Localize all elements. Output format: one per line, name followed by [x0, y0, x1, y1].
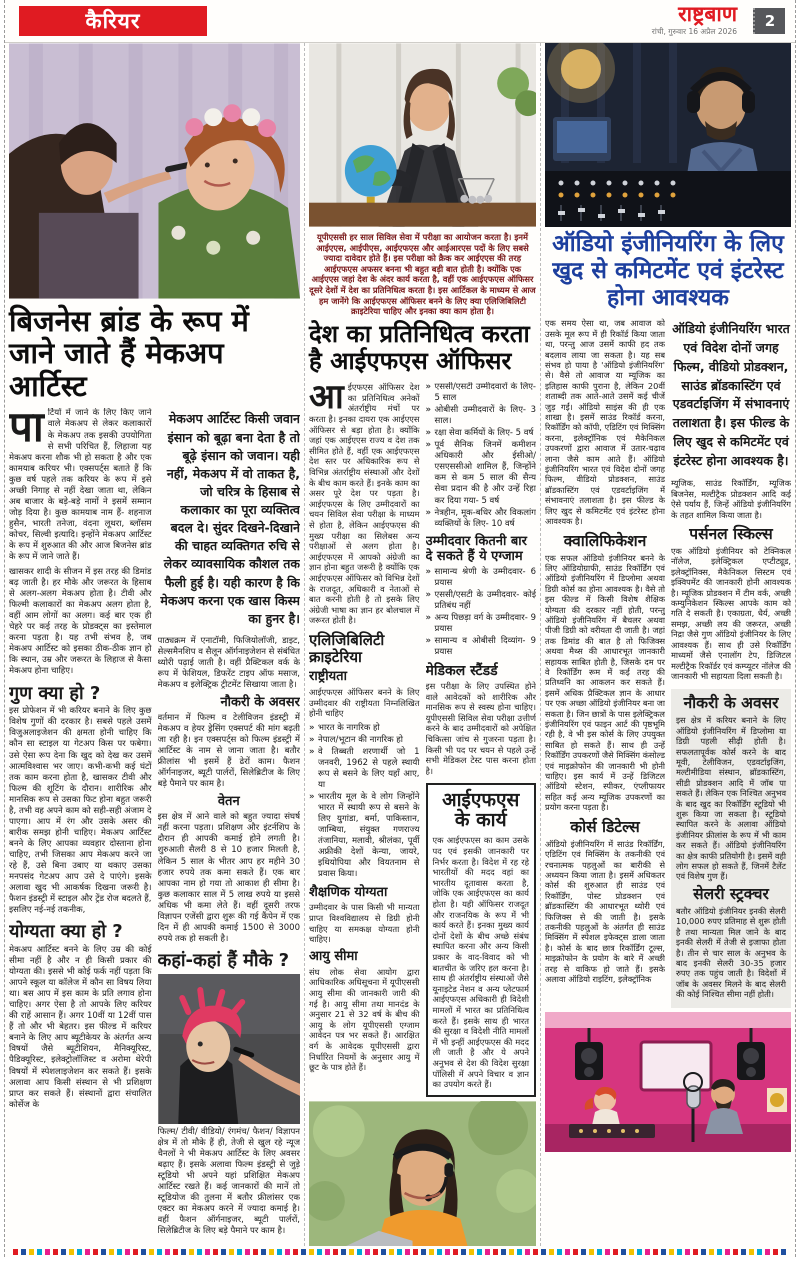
makeup-paragraph-jobs: वर्तमान में फिल्म व टेलीविजन इंडस्ट्री में मेकअप व हेयर ड्रेसिंग एक्सपर्ट की मांग बढ़ती जा रही है। इन एक्सपर्ट्स को फिल्म इंडस्ट्री में आर्टिस्ट के नाम से जाना जाता है। बतौर फ्रीलांस भी इसमें हैं ढेरों काम। फैशन ऑर्गनाइजर, ब्यूटी पार्लरों, सिलेब्रिटीज के लिए बड़े पैमाने पर काम है।	[157, 713, 300, 790]
article-ifs-officer	[305, 43, 541, 1246]
makeup-heading-jobs: नौकरी के अवसर	[220, 695, 300, 711]
ifs-photo	[309, 43, 536, 227]
makeup-dropcap: पा	[9, 408, 44, 452]
paper-name: राष्ट्रबाण	[678, 2, 737, 26]
list-item: » भारत के नागरिक हो	[309, 723, 420, 734]
list-item: » नेत्रहीन, मूक-बधिर और विकलांग व्यक्तियों के लिए- 10 वर्ष	[426, 508, 537, 530]
makeup-paragraph-eligibility: मेकअप आर्टिस्ट बनने के लिए उम्र की कोई सीमा नहीं है और न ही किसी प्रकार की योग्यता की। इससे भी कोई फर्क नहीं पड़ता कि आपने स्कूल या कॉलेज में कौन सा विषय लिया था। बस आप में इस काम के प्रति लगाव होना चाहिए। अगर ऐसा है तो आपके लिए करियर की राहें आसान हैं। अगर 10वीं या 12वीं पास हैं तो और भी बेहतर। इस फील्ड में करियर बनाने के लिए आप ब्यूटीकेयर के अंतर्गत अन्य विषयों जैसे ब्यूटीशियन, मैनिक्यूरिस्ट, पैडिक्यूरिस्ट, इलेक्ट्रोलॉजिस्ट व अरोमा थेरेपी विषयों में स्पेशलाइजेशन कर सकते हैं। इसके अलावा आप किसी संस्थान से भी प्रशिक्षण प्राप्त कर सकते हैं। संस्थानों द्वारा संचालित कोर्सेज के	[9, 945, 152, 1110]
list-item: » सामान्य श्रेणी के उम्मीदवार- 6 प्रयास	[426, 567, 537, 589]
ifs-duties-text: एक आईएफएस का काम उसके पद एवं इसकी जानकारी पर निर्भर करता है। विदेश में रह रहे भारतीयों की मदद वहां का भारतीय दूतावास करता है, जोकि एक आईएफएस का कार्य होता है। यही ऑफिसर राजदूत और राजनयिक के रूप में भी कार्य करते हैं। इनका मुख्य कार्य दोनों देशों के बीच अच्छे संबंध स्थापित करना और अन्य किसी प्रकार के वाद-विवाद को भी बातचीत के जरिए हल करना है। साथ ही अंतर्राष्ट्रीय संस्थाओं जैसे यूनाइटेड नेशन व अन्य प्लेटफार्म आईएफएस अधिकारी ही विदेशी मामलों में भारत का प्रतिनिधित्व करते हैं। इसके साथ ही भारत की सुरक्षा व विदेशी नीति मामलों में भी इन्हीं आईएफएस की मदद ली जाती है और ये अपने अनुभव से देश की विदेश सुरक्षा पॉलिसी में अपने विचार व ज्ञान का उपयोग करते हैं।	[432, 835, 529, 1090]
decorative-dotted-rule	[13, 1249, 787, 1255]
ifs-paragraph-age: संघ लोक सेवा आयोग द्वारा आधिकारिक अधिसूचना में यूपीएससी आयु सीमा की जानकारी जारी की गई है। आयु सीमा तथा मानदंड के अनुसार 21 से 32 वर्ष के बीच की आयु के लोग यूपीएससी एग्जाम आवेदन पत्र भर सकते हैं। आरक्षित वर्ग के आवेदक यूपीएससी द्वारा निर्धारित नियमों के अनुसार आयु में छूट के पात्र होते हैं।	[309, 966, 420, 1073]
ifs-paragraph-medical: इस परीक्षा के लिए उपस्थित होने वाले आवेदकों को शारीरिक और मानसिक रूप से स्वस्थ होना चाहिए। यूपीएससी सिविल सेवा परीक्षा उत्तीर्ण करने के बाद उम्मीदवारों को अपेक्षित चिकित्सा जांच से गुजरना पड़ता है। किसी भी पद पर चयन से पहले उन्हें सभी मेडिकल टेस्ट पास करना होता है।	[425, 681, 536, 776]
list-item: » वे तिब्बती शरणार्थी जो 1 जनवरी, 1962 से पहले स्थायी रूप से बसने के लिए यहाँ आए, या	[309, 747, 420, 791]
content-columns	[5, 43, 795, 1246]
ifs-body	[309, 382, 536, 1097]
audio-heading-jobs: नौकरी के अवसर	[683, 694, 779, 713]
ifs-heading-age: आयु सीमा	[309, 948, 358, 964]
makeup-paragraph-where: फिल्म/ टीवी/ वीडियो/ रंगमंच/ फैशन/ विज्ञापन क्षेत्र में तो मौके हैं ही, तेजी से खुल रहे न्यूज चैनलों ने भी मेकअप आर्टिस्ट के लिए अवसर बढ़ाए हैं। इसके अलावा फिल्म इंडस्ट्री से जुड़े स्टूडियो भी अपने यहां प्रशिक्षित मेकअप आर्टिस्ट रखते हैं। कई जानकारों की मानें तो स्टूडियोज की तुलना में बतौर फ्रीलांसर एक एक्टर का मेकअप करने में ज्यादा कमाई है। वहीं फैशन ऑर्गनाइजर, ब्यूटी पार्लरों, सिलेब्रिटीज के लिए बड़े पैमाने पर काम है।	[157, 1126, 300, 1237]
makeup-heading-salary: वेतन	[217, 794, 240, 810]
ifs-age-relaxation-list	[426, 382, 537, 530]
ifs-subcol-2	[426, 382, 537, 1097]
ifs-kicker: यूपीएससी हर साल सिविल सेवा में परीक्षा का आयोजन करता है। इनमें आईएएस, आईपीएस, आईएफएस और आईआरएस पदों के लिए सबसे ज्यादा दावेदार होते हैं। इस परीक्षा को क्रैक कर आईएएस की तरह आईएफएस अफसर बनना भी बहुत बड़ी बात होती है। क्योंकि एक आईएएस जहां देश के अंदर कार्य करता है, वहीं एक आईएफएस ऑफिसर दूसरे देशों में देश का प्रतिनिधित्व करता है। इस आर्टिकल के माध्यम से आज हम जानेंगे कि आईएफएस ऑफिसर बनने के लिए क्या एलिजिबिलिटी क्राइटेरिया चाहिए और इनका क्या काम होता है।	[309, 232, 536, 317]
list-item: » अन्य पिछड़ा वर्ग के उम्मीदवार- 9 प्रयास	[426, 613, 537, 635]
article-audio-engineering	[541, 43, 795, 1246]
makeup-heading-eligibility: योग्यता क्या हो ?	[9, 921, 123, 943]
headset-woman-photo	[309, 1101, 536, 1246]
ifs-heading-nationality: राष्ट्रीयता	[309, 669, 347, 685]
makeup-photo-illustration	[9, 43, 300, 299]
audio-subcol-1	[545, 318, 665, 1007]
ifs-paragraph-education: उम्मीदवार के पास किसी भी मान्यता प्राप्त विश्वविद्यालय से डिग्री होनी चाहिए या समकक्ष योग्यता होनी चाहिए।	[309, 902, 420, 945]
makeup-subcol-1	[9, 408, 152, 1241]
audio-heading-qualification: क्वालिफिकेशन	[563, 531, 647, 550]
ifs-duties-title: आईएफएस के कार्य	[442, 788, 520, 832]
list-item: » एससी/एसटी के उम्मीदवार- कोई प्रतिबंध नहीं	[426, 590, 537, 612]
ifs-heading-criteria: एलिजिबिलिटी क्राइटेरिया	[309, 631, 385, 666]
ifs-dropcap: आ	[309, 382, 344, 418]
ifs-subcol-1	[309, 382, 420, 1097]
ifs-heading-education: शैक्षणिक योग्यता	[309, 884, 388, 900]
list-item: » भारतीय मूल के वे लोग जिन्होंने भारत में स्थायी रूप से बसने के लिए युगांडा, बर्मा, पाकिस्तान, जाम्बिया, संयुक्त गणराज्य तंजानिया, मलावी, श्रीलंका, पूर्वी अफ्रीकी देशों केन्या, जायरे, इथियोपिया और वियतनाम से प्रवास किया।	[309, 792, 420, 880]
sfx-makeup-photo	[158, 974, 301, 1124]
newspaper-page	[4, 0, 796, 1257]
audio-paragraph-jobs: इस क्षेत्र में करियर बनाने के लिए ऑडियो इंजीनियरिंग में डिप्लोमा या डिग्री पहली सीढ़ी होती है। सफलतापूर्वक कोर्स करने के बाद मूवी, टेलीविजन, एडवर्टाइजिंग, मल्टीमीडिया संस्थान, ब्रॉडकास्टिंग, सीडी प्रोडक्शन आदि में जॉब पा सकते हैं। लेकिन एक निश्चित अनुभव के बाद खुद का रिकॉर्डिंग स्टूडियो भी शुरू किया जा सकता है। स्टूडियो स्थापित करने के अलावा ऑडियो इंजीनियर फ्रीलांस के रूप में भी काम कर सकते हैं। ऑडियो इंजीनियरिंग का क्षेत्र काफी प्रतियोगी है। इसमें वही लोग सफल हो सकते हैं, जिनमें टैलेंट एवं विशेष गुण हैं।	[676, 715, 786, 882]
ifs-paragraph-1: ईएफएस ऑफिसर देश का प्रतिनिधित्व अनेकों अंतर्राष्ट्रीय मंचों पर करता है। इनका दायरा एक आईएएस ऑफिसर से बड़ा होता है। क्योंकि जहां एक आईएएस राज्य व देश तक सीमित होते हैं, वहीं एक आईएफएस देश स्तर पर अधिकारिक रूप से विभिन्न अंतर्राष्ट्रीय संस्थाओं और देशों के बीच काम करते हैं। इनके काम का असर पूरे देश पर पड़ता है। आईएफएस के लिए उम्मीदवारों का चयन सिविल सेवा परीक्षा के माध्यम से होता है, लेकिन आईएफएस की मुख्य परीक्षा का सिलेबस अन्य परीक्षाओं से अलग होता है। आईएफएस में आपको अंग्रेजी का ज्ञान होना बहुत जरूरी है क्योंकि एक आईएफएस ऑफिसर को विभिन्न देशों के राजदूत, अधिकारी व नेताओं से बात करनी होती है तो इसके लिए अंग्रेजी भाषा का ज्ञान हर बोलचाल में जरूरत होती है।	[309, 382, 420, 626]
audio-paragraph-2: म्यूजिक, साउंड रिकॉर्डिंग, म्यूजिक बिजनेस, मल्टीट्रैक प्रोडक्शन आदि कई ऐसे पर्याय हैं, जिन्हें ऑडियो इंजीनियरिंग के तहत शामिल किया जाता है।	[671, 478, 791, 520]
audio-jobs-box	[671, 689, 791, 1007]
makeup-headline: बिजनेस ब्रांड के रूप में जाने जाते हैं मेकअप आर्टिस्ट	[9, 304, 249, 403]
audio-heading-salary: सेलरी स्ट्रक्चर	[693, 884, 769, 903]
list-item: » पूर्व सैनिक जिनमें कमीशन अधिकारी और ईसीओ/एसएससीओ शामिल हैं, जिन्होंने कम से कम 5 साल की सैन्य सेवा प्रदान की है और उन्हें रिहा कर दिया गया- 5 वर्ष	[426, 440, 537, 506]
section-badge	[19, 6, 207, 36]
ifs-paragraph-nationality: आईएफएस ऑफिसर बनने के लिए उम्मीदवार की राष्ट्रीयता निम्नलिखित होनी चाहिए	[309, 687, 420, 719]
makeup-intro	[9, 408, 152, 563]
ifs-attempts-list	[426, 567, 537, 658]
list-item: » नेपाल/भूटान की नागरिक हो	[309, 735, 420, 746]
makeup-heading-where: कहां-कहां हैं मौके ?	[157, 949, 290, 971]
audio-pullquote: ऑडियो इंजीनियरिंग भारत एवं विदेश दोनों जगह फिल्म, वीडियो प्रोडक्शन, साउंड ब्रॉडकास्टिंग एवं एडवर्टाइजिंग में संभावनाएं तलाशता है। इस फील्ड के लिए खुद से कमिटमेंट एवं इंटरेस्ट होना आवश्यक है।	[672, 321, 790, 468]
ifs-heading-medical: मेडिकल स्टैंडर्ड	[425, 662, 498, 679]
masthead	[5, 0, 795, 43]
ifs-heading-attempts: उम्मीदवार कितनी बार दे सकते हैं ये एग्जाम	[425, 533, 527, 564]
audio-paragraph-1: एक समय ऐसा था, जब आवाज को उसके मूल रूप में ही रिकॉर्ड किया जाता था, परन्तु आज उसमें काफी हद तक बदलाव लाया जा सकता है। यह सब संभव हो पाया है 'ऑडियो इंजीनियरिंग' से। वैसे तो आवाज या म्यूजिक का इतिहास काफी पुराना है, लेकिन 20वीं शताब्दी तक आते-आते उसमें कई चीजें जुड़ गईं। ऑडियो साइंस की ही एक शाखा है। इसमें साउंड रिकॉर्ड करना, रिकॉर्डिंग को कॉपी, एडिटिंग एवं मिक्सिंग करना, इलेक्ट्रॉनिक एवं मैकेनिकल उपकरणों द्वारा आवाज में उतार-चढ़ाव लाना जैसे काम आते हैं। ऑडियो इंजीनियरिंग भारत एवं विदेश दोनों जगह फिल्म, वीडियो प्रोडक्शन, साउंड ब्रॉडकास्टिंग एवं एडवर्टाइजिंग में संभावनाएं तलाशता है। इस फील्ड के लिए खुद से कमिटमेंट एवं इंटरेस्ट होना आवश्यक है।	[545, 318, 665, 527]
makeup-paragraph-salary: इस क्षेत्र में आने वाले को बहुत ज्यादा संघर्ष नहीं करना पड़ता। प्रशिक्षण और इंटर्नशिप के दौरान ही आपकी कमाई होने लगती है। शुरुआती सैलरी 8 से 10 हजार मिलती है, लेकिन 5 साल के भीतर आप हर महीने 30 हजार रुपये तक कमा सकते हैं। एक बार आपका नाम हो गया तो आकाश ही सीमा है। कुछ कलाकार साल में 5 लाख रुपये या इससे अधिक भी कमा लेते हैं। वहीं दूसरी तरफ विज्ञापन एजेंसी द्वारा शुरू की गई कैंपेन में एक दिन में ही आपकी कमाई 1500 से 3000 रुपये तक हो सकती है।	[157, 812, 300, 944]
audio-paragraph-qualification: एक सफल ऑडियो इंजीनियर बनने के लिए ऑडियोग्राफी, साउंड रिकॉर्डिंग एवं ऑडियो इंजीनियरिंग में डिप्लोमा अथवा डिग्री कोर्स का होना आवश्यक है। वैसे तो इस फील्ड में किसी विशेष शैक्षिक योग्यता की दरकार नहीं होती, परन्तु ऑडियो इंजीनियरिंग में बैचलर अथवा पीजी डिग्री को वरीयता दी जाती है। जहां तक डिमांड की बात है तो फिजिक्स अथवा मैथ्स की आधारभूत जानकारी सहायक साबित होती है, जिसके दम पर वे रिकॉर्डिंग रूम में कई तरह की प्रतिध्वनि का आकलन कर सकते हैं। इसमें अधिक प्रैक्टिकल ज्ञान के आधार पर एक अच्छा ऑडियो इंजीनियर बना जा सकता है। जिन छात्रों के पास इलेक्ट्रिकल इंजीनियरिंग एवं फाइन आर्ट की पृष्ठभूमि रही है, वे भी इस कोर्स के लिए उपयुक्त साबित हो सकते हैं। साथ ही उन्हें रिकॉर्डिंग उपकरणों जैसे मिक्सिंग कंसोल्ड एवं माइक्रोफोन की जानकारी भी होनी चाहिए। इस कार्य में उन्हें डिजिटल ऑडियो स्टेशन, स्पीकर, एंप्लीफायर सहित कई अन्य म्यूजिक उपकरणों का प्रयोग करना पड़ता है।	[545, 552, 665, 813]
ifs-headline: देश का प्रतिनिधित्व करता है आईएफएस ऑफिसर	[309, 319, 530, 376]
audio-body	[545, 318, 791, 1007]
audio-paragraph-salary: बतौर ऑडियो इंजीनियर इनकी सेलरी 10,000 रुपए प्रतिमाह से शुरू होती है तथा मान्यता मिल जाने के बाद इनकी सेलरी में तेजी से इजाफा होता है। तीन से चार साल के अनुभव के बाद इनकी सेलरी 30-35 हजार रुपए तक पहुंच जाती है। विदेशों में जॉब के अवसर मिलने के बाद सेलरी की कोई निश्चित सीमा नहीं होती।	[676, 905, 786, 1000]
makeup-paragraph-qualities: इस प्रोफेशन में भी करियर बनाने के लिए कुछ विशेष गुणों की दरकार है। सबसे पहले उसमें विजुअलाइजेशन की क्षमता होनी चाहिए कि कौन सा स्टाइल या गेटअप किस पर फबेगा। उसे ऐसा रूप देना कि खुद को देख कर उसमें आत्मविश्वास भर जाए। कभी-कभी कई घंटों तक काम करना होता है, खासकर टीवी और फिल्म की शूटिंग के दौरान। शारीरिक और मानसिक रूप से उसका फिट होना बहुत जरूरी है, तभी वह अपने काम को सही-सही अंजाम दे पाएगा। आप में रंग और उसके असर की बारीक समझ होनी चाहिए। मेकअप आर्टिस्ट बनने के लिए आपका व्यवहार दोस्ताना होना चाहिए, तभी जिसका आप मेकअप करने जा रहे हैं, उसे बिना उबाए या थकाए उसका मनपसंद गेटअप आप उसे दे पाएंगे। इसके अलावा खुद भी आकर्षक दिखना जरूरी है। फैशन इंडस्ट्री में स्टाइल और ट्रेंड रोज बदलते हैं, इसलिए नई-नई तकनीक,	[9, 706, 152, 916]
audio-headline: ऑडियो इंजीनियरिंग के लिए खुद से कमिटमेंट एवं इंटरेस्ट होना आवश्यक	[552, 231, 784, 312]
list-item: » ओबीसी उम्मीदवारों के लिए- 3 साल।	[426, 405, 537, 427]
page-number-badge: 2	[753, 8, 785, 34]
makeup-subcol-2	[158, 408, 301, 1241]
makeup-heading-qualities: गुण क्या हो ?	[9, 682, 101, 704]
sfx-makeup-photo-illustration	[158, 974, 301, 1124]
makeup-paragraph-2: खासकर शादी के सीजन में इस तरह की डिमांड बढ़ जाती है। हर मौके और जरूरत के हिसाब से अलग-अलग मेकअप होता है। टीवी और फिल्मी कलाकारों का मेकअप अलग होता है, वहीं आम लोगों का अलग। कई बार एक ही चेहरे पर कई तरह के प्रोडक्ट्स का इस्तेमाल करना पड़ता है। यह तभी संभव है, जब मेकअप आर्टिस्ट को इसका ठीक-ठीक ज्ञान हो कि स्थान, उम्र और जरूरत के लिहाज से कैसा मेकअप होना चाहिए।	[9, 567, 152, 677]
makeup-body	[9, 408, 300, 1241]
studio-illustration	[545, 1012, 791, 1152]
masthead-right	[652, 4, 737, 37]
list-item: » रक्षा सेवा कर्मियों के लिए- 5 वर्ष	[426, 428, 537, 439]
studio-illustration-svg	[545, 1012, 791, 1152]
list-item: » एससी/एसटी उम्मीदवारों के लिए- 5 साल	[426, 382, 537, 404]
ifs-nationality-list	[309, 723, 420, 881]
ifs-intro	[309, 382, 420, 626]
makeup-pullquote: मेकअप आर्टिस्ट किसी जवान इंसान को बूढ़ा बना देता है तो बूढ़े इंसान को जवान। यही नहीं, मेकअप में वो ताकत है, जो चरित्र के हिसाब से कलाकार का पूरा व्यक्तित्व बदल दे। सुंदर दिखने-दिखाने की चाहत व्यक्तिगत रुचि से लेकर व्यावसायिक कौशल तक फैली हुई है। यही कारण है कि मेकअप करना एक खास किस्म का हुनर है।	[160, 411, 300, 626]
makeup-photo	[9, 43, 300, 299]
makeup-paragraph-1: र्टियों में जाने के लिए किए जाने वाले मेकअप से लेकर कलाकारों के मेकअप तक इसकी उपयोगिता से सभी परिचित हैं, लिहाजा यह मेकअप करना शौक भी हो सकता है और एक कामयाब करियर भी। एक्सपर्ट्स बताते हैं कि कुछ वर्ष पहले तक करियर के रूप में इसे अच्छी निगाह से नहीं देखा जाता था, लेकिन अब बाजार के बड़े-बड़े नामों ने इसमें सम्मान जोड़ दिया है। कुछ कामयाब नाम हैं- शहनाज हुसैन, भारती तनेजा, वंदना लूथरा, ब्लॉसम कोचर, सिल्वी इत्यादि। इन्होंने मेकअप आर्टिस्ट के रूप में शुरुआत की और आज बिजनेस ब्रांड के रूप में जाने जाते हैं।	[9, 408, 152, 563]
audio-subcol-2	[671, 318, 791, 1007]
ifs-photo-illustration	[309, 43, 536, 227]
dateline: रांची, गुरुवार 16 अप्रैल 2026	[651, 27, 737, 36]
audio-photo-illustration	[545, 43, 791, 227]
section-label: कैरियर	[85, 9, 141, 33]
audio-paragraph-skills: एक ऑडियो इंजीनियर को टेक्निकल नॉलेज, इलेक्ट्रिकल एप्टीट्यूड, इलेक्ट्रॉनिक्स, मैकेनिकल सिस्टम एवं इक्विपमेंट की जानकारी होनी आवश्यक है। म्यूजिक प्रोडक्शन में टीम वर्क, अच्छी कम्युनिकेशन स्किल्स आपके काम को गति दे सकती है। एकाग्रता, धैर्य, अच्छी समझ, अच्छी लय की जरूरत, अच्छी निद्रा जैसे गुण ऑडियो इंजीनियर के लिए आवश्यक हैं। साथ ही उसे रिकॉर्डिंग माध्यमों जैसे एनालॉग टेप, डिजिटल मल्टीट्रैक रिकॉर्डर एवं कम्प्यूटर नॉलेज की जानकारी भी सहायता दिला सकती है।	[671, 546, 791, 681]
headset-woman-photo-illustration	[309, 1101, 536, 1246]
list-item: » सामान्य व ओबीसी दिव्यांग- 9 प्रयास	[426, 636, 537, 658]
audio-paragraph-course: ऑडियो इंजीनियरिंग में साउंड रिकॉर्डिंग, एडिटिंग एवं मिक्सिंग के तकनीकी एवं रचनात्मक पहलुओं का बारीकी से अध्ययन किया जाता है। इसमें अधिकतर कोर्स की शुरुआत ही साउंड एवं रिकॉर्डिंग, पोस्ट प्रोडक्शन एवं ब्रॉडकास्टिंग की आधारभूत थ्योरी एवं फिजिक्स से की जाती है। इसके तकनीकी पहलुओं के अंतर्गत ही साउंड मिक्सिंग में स्पेशल इफेक्ट्स डाला जाता है। कोर्स के बाद छात्र रिकॉर्डिंग टूल्स, माइक्रोफोन के प्रयोग के बारे में अच्छी तरह से वाकिफ हो जाते हैं। इसके अलावा ऑडियो राइटिंग, इलेक्ट्रॉनिक	[545, 838, 665, 985]
audio-heading-skills: पर्सनल स्किल्स	[689, 525, 773, 543]
ifs-duties-box	[426, 783, 537, 1097]
audio-photo	[545, 43, 791, 227]
makeup-paragraph-3: पाठ्यक्रम में एनाटॉमी, फिजियोलॉजी, डाइट, सेल्समैनशिप व सैलून ऑर्गनाइजेशन से संबंधित थ्योरी पढ़ाई जाती है। वहीं प्रैक्टिकल वर्क के रूप में फेशियल, डिफरेंट टाइप ऑफ मसाज, मेकअप व इलेक्ट्रिक ट्रीटमेंट सिखाया जाता है।	[157, 635, 300, 691]
article-makeup-artist	[5, 43, 305, 1246]
audio-heading-course: कोर्स डिटेल्स	[570, 817, 640, 836]
